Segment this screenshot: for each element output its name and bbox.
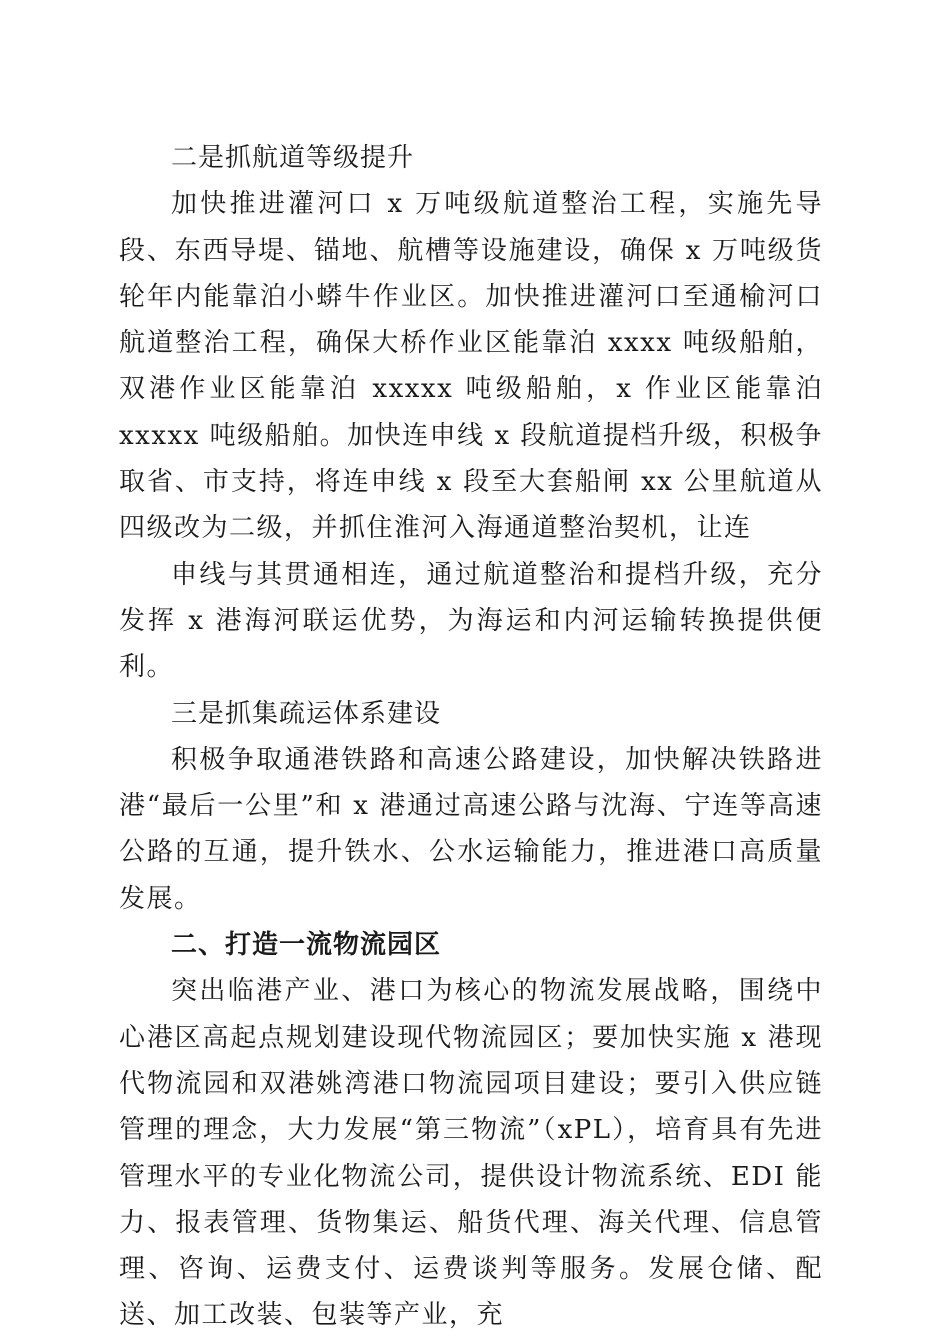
section-heading-logistics-park: 二、打造一流物流园区 [171,930,442,961]
paragraph-waterway-projects: 加快推进灌河口 x 万吨级航道整治工程，实施先导段、东西导堤、锚地、航槽等设施建设，确保 x 万吨级货轮年内能靠泊小蟒牛作业区。加快推进灌河口至通榆河口航道整治工程，确保大桥作业区能靠泊 xxxx 吨级船舶，双港作业区能靠泊 xxxxx 吨级船舶，x 作业区能靠泊 xxxxx 吨级船舶。加快连申线 x 段航道提档升级，积极争取省、市支持，将连申线 x 段至大套船闸 xx 公里航道从四级改为二级，并抓住淮河入海通道整治契机，让连 [119,189,823,544]
document-body [119,135,823,1339]
subheading-waterway-grade: 二是抓航道等级提升 [171,143,415,173]
paragraph-rail-highway: 积极争取通港铁路和高速公路建设，加快解决铁路进港“最后一公里”和 x 港通过高速公路与沈海、宁连等高速公路的互通，提升铁水、公水运输能力，推进港口高质量发展。 [119,744,823,914]
paragraph-waterway-continuation: 申线与其贯通相连，通过航道整治和提档升级，充分发挥 x 港海河联运优势，为海运和内河运输转换提供便利。 [119,559,823,683]
paragraph-logistics-strategy: 突出临港产业、港口为核心的物流发展战略，围绕中心港区高起点规划建设现代物流园区；要加快实施 x 港现代物流园和双港姚湾港口物流园项目建设；要引入供应链管理的理念，大力发展“第三物流”（xPL），培育具有先进管理水平的专业化物流公司，提供设计物流系统、EDI 能力、报表管理、货物集运、船货代理、海关代理、信息管理、咨询、运费支付、运费谈判等服务。发展仓储、配送、加工改装、包装等产业，充 [119,976,823,1331]
subheading-collection-system: 三是抓集疏运体系建设 [171,698,442,729]
